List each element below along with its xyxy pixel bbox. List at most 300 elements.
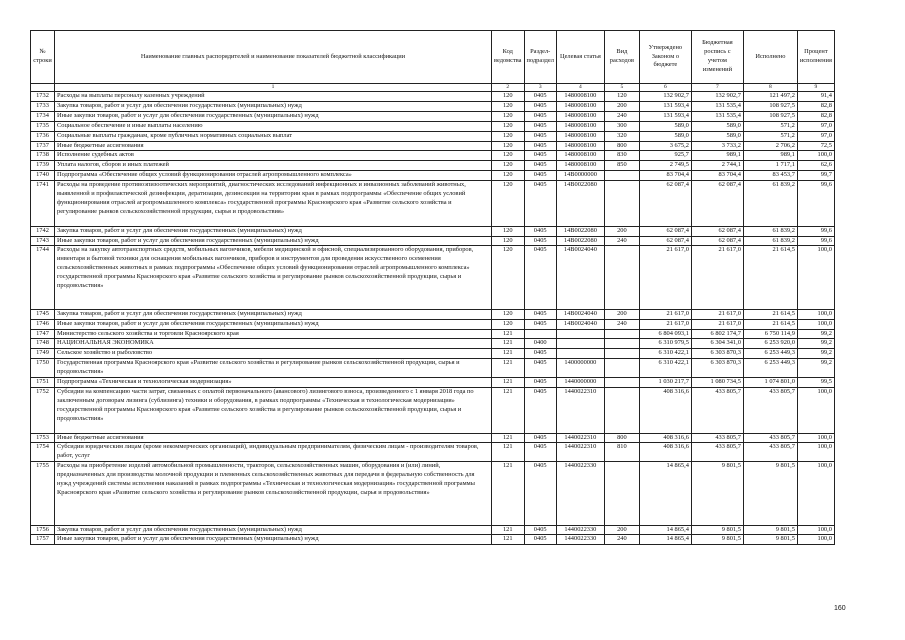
executed-amount: 21 614,5	[743, 309, 797, 319]
approved-amount: 1 030 217,7	[639, 378, 691, 388]
roster-amount: 21 617,0	[691, 246, 743, 309]
ministry-code: 120	[492, 121, 525, 131]
section-code: 0405	[524, 226, 556, 236]
percent: 99,6	[797, 226, 834, 236]
approved-amount: 14 865,4	[639, 525, 691, 535]
section-code: 0405	[524, 121, 556, 131]
expense-type: 800	[604, 141, 639, 151]
row-name: Закупка товаров, работ и услуг для обеспечения государственных (муниципальных) нужд	[55, 226, 492, 236]
target-article: 1440022330	[556, 462, 604, 525]
approved-amount: 6 804 093,1	[639, 329, 691, 339]
percent: 99,7	[797, 171, 834, 181]
row-name: Субсидии юридическим лицам (кроме некоммерческих организаций), индивидуальным предпринимателям, физическим лицам - производителям товаров, работ, услуг	[55, 443, 492, 462]
row-name: Закупка товаров, работ и услуг для обеспечения государственных (муниципальных) нужд	[55, 309, 492, 319]
executed-amount: 1 074 801,0	[743, 378, 797, 388]
row-number: 1744	[31, 246, 55, 309]
roster-amount: 1 080 734,5	[691, 378, 743, 388]
target-article	[556, 329, 604, 339]
row-number: 1733	[31, 101, 55, 111]
section-code: 0405	[524, 388, 556, 434]
executed-amount: 83 453,7	[743, 171, 797, 181]
approved-amount: 6 310 422,1	[639, 349, 691, 359]
table-body	[31, 92, 835, 545]
ministry-code: 120	[492, 111, 525, 121]
row-number: 1737	[31, 141, 55, 151]
header-section: Раздел-подраздел	[524, 31, 556, 84]
target-article: 1480008100	[556, 161, 604, 171]
expense-type	[604, 339, 639, 349]
row-name: Иные закупки товаров, работ и услуг для обеспечения государственных (муниципальных) нужд	[55, 319, 492, 329]
executed-amount: 61 839,2	[743, 226, 797, 236]
ministry-code: 120	[492, 161, 525, 171]
table-row	[31, 92, 835, 102]
row-number: 1743	[31, 236, 55, 246]
approved-amount: 21 617,0	[639, 319, 691, 329]
row-name: Сельское хозяйство и рыболовство	[55, 349, 492, 359]
row-name: Закупка товаров, работ и услуг для обеспечения государственных (муниципальных) нужд	[55, 101, 492, 111]
section-code: 0405	[524, 111, 556, 121]
ministry-code: 120	[492, 101, 525, 111]
ministry-code: 120	[492, 181, 525, 227]
percent: 72,5	[797, 141, 834, 151]
column-number: 8	[743, 84, 797, 92]
ministry-code: 121	[492, 329, 525, 339]
row-number: 1749	[31, 349, 55, 359]
executed-amount: 433 805,7	[743, 443, 797, 462]
column-number: 7	[691, 84, 743, 92]
approved-amount: 83 704,4	[639, 171, 691, 181]
target-article: 1480008100	[556, 131, 604, 141]
expense-type	[604, 388, 639, 434]
row-number: 1757	[31, 535, 55, 545]
row-name: Социальные выплаты гражданам, кроме публичных нормативных социальных выплат	[55, 131, 492, 141]
expense-type: 320	[604, 131, 639, 141]
ministry-code: 121	[492, 388, 525, 434]
section-code: 0405	[524, 171, 556, 181]
table-row	[31, 378, 835, 388]
expense-type: 240	[604, 319, 639, 329]
table-row	[31, 525, 835, 535]
row-number: 1755	[31, 462, 55, 525]
ministry-code: 121	[492, 462, 525, 525]
row-name: Иные закупки товаров, работ и услуг для обеспечения государственных (муниципальных) нужд	[55, 111, 492, 121]
target-article: 1400000000	[556, 359, 604, 378]
approved-amount: 14 865,4	[639, 535, 691, 545]
executed-amount: 121 497,2	[743, 92, 797, 102]
approved-amount: 21 617,0	[639, 246, 691, 309]
executed-amount: 433 805,7	[743, 388, 797, 434]
percent: 100,0	[797, 462, 834, 525]
executed-amount: 9 801,5	[743, 535, 797, 545]
target-article: 1480008100	[556, 151, 604, 161]
section-code: 0405	[524, 236, 556, 246]
row-name: Исполнение судебных актов	[55, 151, 492, 161]
roster-amount: 21 617,0	[691, 319, 743, 329]
column-number	[31, 84, 55, 92]
target-article: 1440022310	[556, 388, 604, 434]
percent: 100,0	[797, 246, 834, 309]
row-number: 1747	[31, 329, 55, 339]
table-row	[31, 443, 835, 462]
table-row	[31, 181, 835, 227]
executed-amount: 108 927,5	[743, 101, 797, 111]
column-number: 2	[492, 84, 525, 92]
table-row	[31, 349, 835, 359]
section-code: 0405	[524, 92, 556, 102]
row-name: Иные бюджетные ассигнования	[55, 433, 492, 443]
target-article: 14В0024040	[556, 319, 604, 329]
roster-amount: 589,0	[691, 121, 743, 131]
section-code: 0405	[524, 131, 556, 141]
table-row	[31, 236, 835, 246]
roster-amount: 9 801,5	[691, 535, 743, 545]
row-number: 1751	[31, 378, 55, 388]
approved-amount: 62 087,4	[639, 226, 691, 236]
executed-amount: 6 253 449,3	[743, 349, 797, 359]
executed-amount: 6 253 449,3	[743, 359, 797, 378]
row-name: Подпрограмма «Техническая и технологическая модернизация»	[55, 378, 492, 388]
ministry-code: 121	[492, 339, 525, 349]
target-article: 1480008100	[556, 101, 604, 111]
expense-type	[604, 181, 639, 227]
section-code: 0405	[524, 181, 556, 227]
column-number: 6	[639, 84, 691, 92]
budget-table-sheet	[30, 30, 835, 545]
approved-amount: 131 593,4	[639, 111, 691, 121]
section-code: 0405	[524, 309, 556, 319]
roster-amount: 433 805,7	[691, 443, 743, 462]
percent: 99,2	[797, 359, 834, 378]
roster-amount: 131 535,4	[691, 111, 743, 121]
table-row	[31, 101, 835, 111]
table-row	[31, 151, 835, 161]
expense-type	[604, 246, 639, 309]
approved-amount: 131 593,4	[639, 101, 691, 111]
percent: 97,0	[797, 121, 834, 131]
roster-amount: 2 744,1	[691, 161, 743, 171]
row-name: Министерство сельского хозяйства и торговли Красноярского края	[55, 329, 492, 339]
table-row	[31, 388, 835, 434]
percent: 82,8	[797, 111, 834, 121]
approved-amount: 62 087,4	[639, 181, 691, 227]
row-number: 1738	[31, 151, 55, 161]
approved-amount: 132 902,7	[639, 92, 691, 102]
target-article: 14В0000000	[556, 171, 604, 181]
target-article	[556, 339, 604, 349]
table-row	[31, 309, 835, 319]
executed-amount: 108 927,5	[743, 111, 797, 121]
target-article: 1480008100	[556, 92, 604, 102]
ministry-code: 120	[492, 246, 525, 309]
percent: 97,0	[797, 131, 834, 141]
target-article: 1480008100	[556, 111, 604, 121]
target-article: 14В0022080	[556, 226, 604, 236]
row-name: Расходы на выплаты персоналу казенных учреждений	[55, 92, 492, 102]
row-number: 1753	[31, 433, 55, 443]
section-code: 0405	[524, 359, 556, 378]
approved-amount: 62 087,4	[639, 236, 691, 246]
target-article: 14В0024040	[556, 246, 604, 309]
roster-amount: 989,1	[691, 151, 743, 161]
ministry-code: 120	[492, 226, 525, 236]
row-number: 1746	[31, 319, 55, 329]
table-row	[31, 329, 835, 339]
expense-type: 240	[604, 236, 639, 246]
ministry-code: 120	[492, 171, 525, 181]
target-article: 1440022310	[556, 443, 604, 462]
percent: 100,0	[797, 443, 834, 462]
row-name: Расходы на приобретение изделий автомобильной промышленности, тракторов, сельскохозяйственных машин, оборудования и (или) линий, предназначенных для производства молочной продукции и племенных сельскохозяйственных животных для передачи в федеральную собственность для нужд учреждений системы исполнения наказаний в рамках подпрограммы «Техническая и технологическая модернизация» государственной программы Красноярского края «Развитие сельского хозяйства и регулирование рынков сельскохозяйственной продукции, сырья и продовольствия»	[55, 462, 492, 525]
column-number: 9	[797, 84, 834, 92]
executed-amount: 571,2	[743, 131, 797, 141]
table-row	[31, 226, 835, 236]
row-name: НАЦИОНАЛЬНАЯ ЭКОНОМИКА	[55, 339, 492, 349]
expense-type: 830	[604, 151, 639, 161]
percent: 62,6	[797, 161, 834, 171]
percent: 100,0	[797, 525, 834, 535]
percent: 100,0	[797, 319, 834, 329]
expense-type	[604, 349, 639, 359]
row-name: Уплата налогов, сборов и иных платежей	[55, 161, 492, 171]
executed-amount: 21 614,5	[743, 246, 797, 309]
percent: 99,6	[797, 236, 834, 246]
target-article: 14В0024040	[556, 309, 604, 319]
target-article: 14В0022080	[556, 181, 604, 227]
section-code: 0405	[524, 535, 556, 545]
percent: 99,5	[797, 378, 834, 388]
row-name: Иные бюджетные ассигнования	[55, 141, 492, 151]
roster-amount: 3 733,2	[691, 141, 743, 151]
table-row	[31, 433, 835, 443]
table-row	[31, 121, 835, 131]
column-number: 3	[524, 84, 556, 92]
ministry-code: 121	[492, 378, 525, 388]
percent: 99,2	[797, 339, 834, 349]
ministry-code: 121	[492, 359, 525, 378]
section-code: 0405	[524, 462, 556, 525]
section-code: 0405	[524, 319, 556, 329]
section-code: 0405	[524, 525, 556, 535]
row-number: 1736	[31, 131, 55, 141]
approved-amount: 3 675,2	[639, 141, 691, 151]
row-number: 1745	[31, 309, 55, 319]
row-number: 1741	[31, 181, 55, 227]
executed-amount: 61 839,2	[743, 181, 797, 227]
section-code: 0405	[524, 151, 556, 161]
table-row	[31, 339, 835, 349]
approved-amount: 6 310 422,1	[639, 359, 691, 378]
ministry-code: 120	[492, 319, 525, 329]
section-code: 0405	[524, 349, 556, 359]
target-article: 1480008100	[556, 141, 604, 151]
percent: 91,4	[797, 92, 834, 102]
row-number: 1750	[31, 359, 55, 378]
executed-amount: 571,2	[743, 121, 797, 131]
roster-amount: 9 801,5	[691, 525, 743, 535]
section-code: 0405	[524, 141, 556, 151]
target-article: 1440022330	[556, 525, 604, 535]
roster-amount: 589,0	[691, 131, 743, 141]
expense-type: 800	[604, 433, 639, 443]
roster-amount: 6 303 870,3	[691, 349, 743, 359]
approved-amount: 6 310 979,5	[639, 339, 691, 349]
row-number: 1742	[31, 226, 55, 236]
section-code: 0405	[524, 246, 556, 309]
ministry-code: 121	[492, 349, 525, 359]
section-code: 0405	[524, 101, 556, 111]
executed-amount: 61 839,2	[743, 236, 797, 246]
row-number: 1754	[31, 443, 55, 462]
row-number: 1735	[31, 121, 55, 131]
column-number: 1	[55, 84, 492, 92]
target-article: 1480008100	[556, 121, 604, 131]
ministry-code: 120	[492, 309, 525, 319]
ministry-code: 120	[492, 151, 525, 161]
table-row	[31, 131, 835, 141]
column-number: 4	[556, 84, 604, 92]
roster-amount: 83 704,4	[691, 171, 743, 181]
roster-amount: 132 902,7	[691, 92, 743, 102]
expense-type: 300	[604, 121, 639, 131]
row-name: Социальное обеспечение и иные выплаты населению	[55, 121, 492, 131]
section-code: 0405	[524, 378, 556, 388]
ministry-code: 120	[492, 131, 525, 141]
row-name: Государственная программа Красноярского края «Развитие сельского хозяйства и регулирование рынков сельскохозяйственной продукции, сырья и продовольствия»	[55, 359, 492, 378]
column-number-row	[31, 84, 835, 92]
executed-amount: 989,1	[743, 151, 797, 161]
table-row	[31, 161, 835, 171]
executed-amount: 9 801,5	[743, 462, 797, 525]
expense-type: 240	[604, 111, 639, 121]
row-number: 1732	[31, 92, 55, 102]
approved-amount: 408 316,6	[639, 433, 691, 443]
target-article	[556, 349, 604, 359]
row-number: 1752	[31, 388, 55, 434]
roster-amount: 62 087,4	[691, 236, 743, 246]
column-number: 5	[604, 84, 639, 92]
executed-amount: 6 750 114,9	[743, 329, 797, 339]
section-code: 0405	[524, 433, 556, 443]
roster-amount: 6 802 174,7	[691, 329, 743, 339]
approved-amount: 408 316,6	[639, 443, 691, 462]
approved-amount: 925,7	[639, 151, 691, 161]
executed-amount: 2 706,2	[743, 141, 797, 151]
table-row	[31, 111, 835, 121]
section-code: 0400	[524, 339, 556, 349]
percent: 100,0	[797, 388, 834, 434]
percent: 82,8	[797, 101, 834, 111]
target-article: 1440000000	[556, 378, 604, 388]
executed-amount: 6 253 920,0	[743, 339, 797, 349]
header-expense-type: Вид расходов	[604, 31, 639, 84]
table-row	[31, 462, 835, 525]
roster-amount: 21 617,0	[691, 309, 743, 319]
executed-amount: 9 801,5	[743, 525, 797, 535]
header-percent: Процент исполнения	[797, 31, 834, 84]
roster-amount: 433 805,7	[691, 433, 743, 443]
percent: 100,0	[797, 309, 834, 319]
expense-type	[604, 329, 639, 339]
roster-amount: 433 805,7	[691, 388, 743, 434]
row-number: 1740	[31, 171, 55, 181]
percent: 99,6	[797, 181, 834, 227]
table-row	[31, 359, 835, 378]
ministry-code: 121	[492, 443, 525, 462]
header-ministry-code: Код ведомства	[492, 31, 525, 84]
ministry-code: 121	[492, 433, 525, 443]
header-roster: Бюджетная роспись с учетом изменений	[691, 31, 743, 84]
table-row	[31, 141, 835, 151]
ministry-code: 121	[492, 535, 525, 545]
roster-amount: 62 087,4	[691, 181, 743, 227]
row-name: Закупка товаров, работ и услуг для обеспечения государственных (муниципальных) нужд	[55, 525, 492, 535]
row-number: 1756	[31, 525, 55, 535]
target-article: 1440022330	[556, 535, 604, 545]
expense-type: 200	[604, 525, 639, 535]
approved-amount: 408 316,6	[639, 388, 691, 434]
expense-type: 240	[604, 535, 639, 545]
percent: 100,0	[797, 535, 834, 545]
ministry-code: 121	[492, 525, 525, 535]
table-row	[31, 319, 835, 329]
executed-amount: 21 614,5	[743, 319, 797, 329]
header-executed: Исполнено	[743, 31, 797, 84]
section-code: 0405	[524, 161, 556, 171]
roster-amount: 131 535,4	[691, 101, 743, 111]
roster-amount: 6 304 341,0	[691, 339, 743, 349]
percent: 99,2	[797, 329, 834, 339]
ministry-code: 120	[492, 92, 525, 102]
page-number: 160	[834, 605, 846, 612]
row-name: Подпрограмма «Обеспечение общих условий функционирования отраслей агропромышленного комплекса»	[55, 171, 492, 181]
target-article: 14В0022080	[556, 236, 604, 246]
approved-amount: 14 865,4	[639, 462, 691, 525]
table-row	[31, 535, 835, 545]
approved-amount: 2 749,5	[639, 161, 691, 171]
row-name: Расходы на проведение противоэпизоотических мероприятий, диагностических исследований инфекционных и инвазионных заболеваний животных, выявленной и профилактической дезинфекции, дератизации, дезинсекции на территории края в рамках подпрограммы «Обеспечение общих условий функционирования отраслей агропромышленного комплекса» государственной программы Красноярского края «Развитие сельского хозяйства и регулирование рынков сельскохозяйственной продукции, сырья и продовольствия»	[55, 181, 492, 227]
approved-amount: 21 617,0	[639, 309, 691, 319]
row-number: 1734	[31, 111, 55, 121]
expense-type: 200	[604, 309, 639, 319]
section-code: 0405	[524, 443, 556, 462]
percent: 100,0	[797, 151, 834, 161]
header-row-number: № строки	[31, 31, 55, 84]
percent: 100,0	[797, 433, 834, 443]
budget-table	[30, 30, 835, 545]
expense-type: 200	[604, 101, 639, 111]
row-number: 1748	[31, 339, 55, 349]
expense-type: 120	[604, 92, 639, 102]
target-article: 1440022310	[556, 433, 604, 443]
approved-amount: 589,0	[639, 131, 691, 141]
roster-amount: 9 801,5	[691, 462, 743, 525]
row-name: Иные закупки товаров, работ и услуг для обеспечения государственных (муниципальных) нужд	[55, 535, 492, 545]
ministry-code: 120	[492, 141, 525, 151]
executed-amount: 1 717,1	[743, 161, 797, 171]
expense-type: 200	[604, 226, 639, 236]
header-name: Наименование главных распорядителей и наименование показателей бюджетной классификации	[55, 31, 492, 84]
percent: 99,2	[797, 349, 834, 359]
header-approved: Утверждено Законом о бюджете	[639, 31, 691, 84]
header-row	[31, 31, 835, 84]
row-name: Расходы на закупку автотранспортных средств, мобильных вагончиков, мебели медицинской и офисной, специализированного оборудования, приборов, инвентаря и бытовой техники для оснащения мобильных вагончиков, приборов и инструментов для проведения искусственного осеменения сельскохозяйственных животных в рамках подпрограммы «Обеспечение общих условий функционирования отраслей агропромышленного комплекса» государственной программы Красноярского края «Развитие сельского хозяйства и регулирование рынков сельскохозяйственной продукции, сырья и продовольствия»	[55, 246, 492, 309]
table-row	[31, 246, 835, 309]
row-name: Иные закупки товаров, работ и услуг для обеспечения государственных (муниципальных) нужд	[55, 236, 492, 246]
expense-type	[604, 359, 639, 378]
expense-type: 810	[604, 443, 639, 462]
expense-type	[604, 378, 639, 388]
expense-type	[604, 462, 639, 525]
